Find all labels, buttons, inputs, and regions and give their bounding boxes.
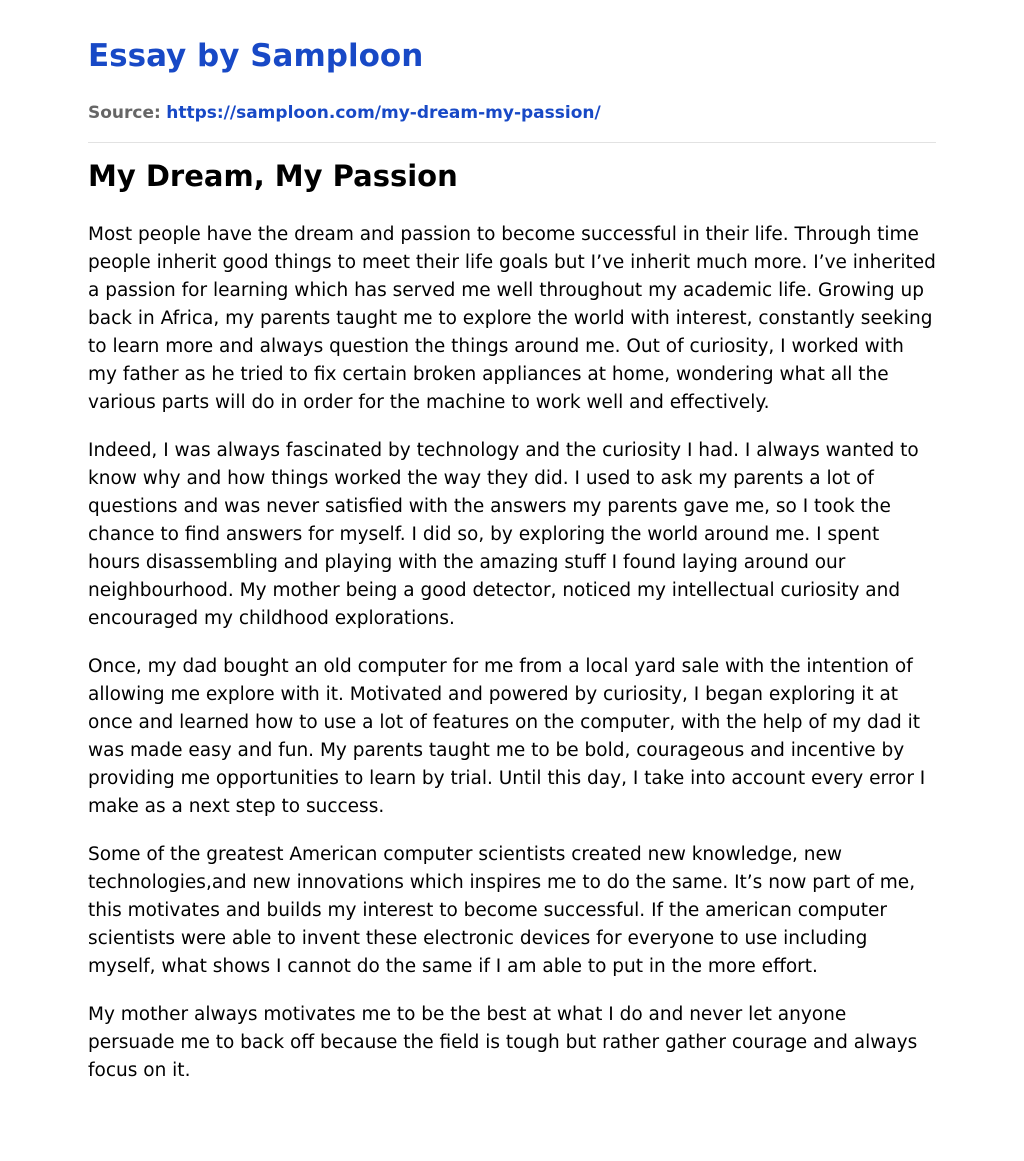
brand-title: Essay by Samploon bbox=[88, 38, 424, 74]
essay-paragraph: Indeed, I was always fascinated by technology and the curiosity I had. I always wanted to know why and how things worked the way they did. I used to ask my parents a lot of questions and was never satisfied with the answers my parents gave me, so I took the chance to find answers for myself. I did so, by exploring the world around me. I spent hours disassembling and playing with the amazing stuff I found laying around our neighbourhood. My mother being a good detector, noticed my intellectual curiosity and encouraged my childhood explorations. bbox=[88, 440, 919, 629]
essay-paragraph: Once, my dad bought an old computer for me from a local yard sale with the intention of allowing me explore with it. Motivated and powered by curiosity, I began exploring it at once and learned how to use a lot of features on the computer, with the help of my dad it was made easy and fun. My parents taught me to be bold, courageous and incentive by providing me opportunities to learn by trial. Until this day, I take into account every error I make as a next step to success. bbox=[88, 656, 926, 817]
source-label: Source: bbox=[88, 103, 161, 123]
source-link[interactable]: https://samploon.com/my-dream-my-passion/ bbox=[166, 103, 601, 123]
header-divider bbox=[88, 142, 936, 143]
essay-title: My Dream, My Passion bbox=[88, 159, 458, 193]
essay-paragraph: Some of the greatest American computer scientists created new knowledge, new technologies,and new innovations which inspires me to do the same. It’s now part of me, this motivates and builds my interest to become successful. If the american computer scientists were able to invent these electronic devices for everyone to use including myself, what shows I cannot do the same if I am able to put in the more effort. bbox=[88, 844, 916, 977]
essay-paragraph: My mother always motivates me to be the best at what I do and never let anyone persuade me to back off because the field is tough but rather gather courage and always focus on it. bbox=[88, 1004, 918, 1081]
essay-body bbox=[88, 221, 936, 1105]
source-line bbox=[88, 101, 601, 125]
essay-paragraph: Most people have the dream and passion to become successful in their life. Through time people inherit good things to meet their life goals but I’ve inherit much more. I’ve inherited a passion for learning which has served me well throughout my academic life. Growing up back in Africa, my parents taught me to explore the world with interest, constantly seeking to learn more and always question the things around me. Out of curiosity, I worked with my father as he tried to fix certain broken appliances at home, wondering what all the various parts will do in order for the machine to work well and effectively. bbox=[88, 224, 936, 413]
